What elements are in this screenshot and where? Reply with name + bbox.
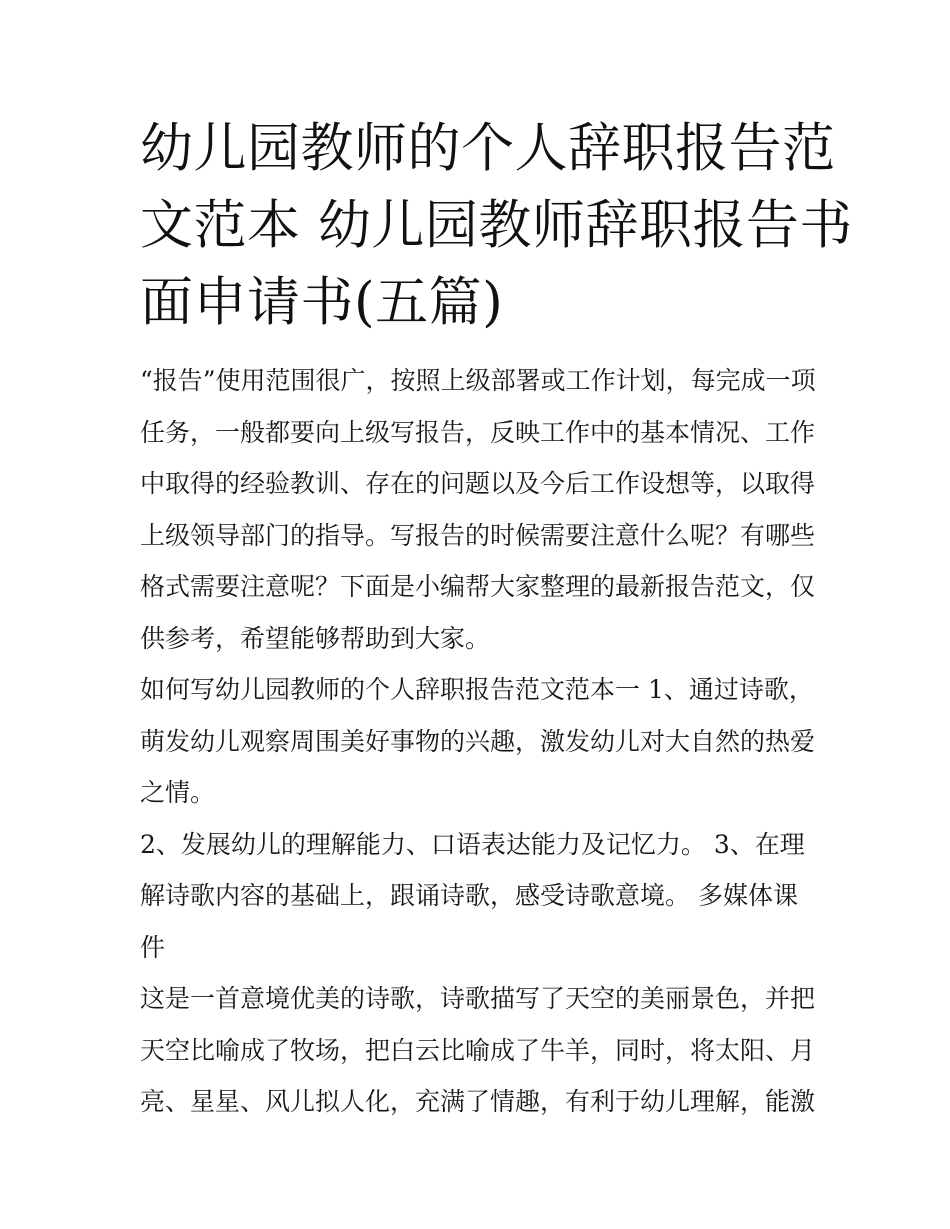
document-body: [140, 355, 820, 1128]
text-line: 之情。: [140, 778, 216, 807]
document-page: [140, 110, 853, 1128]
poem-analysis-paragraph: [140, 973, 820, 1128]
section-one-paragraph: [140, 664, 820, 819]
text-line: 任务，一般都要向上级写报告，反映工作中的基本情况、工作: [140, 417, 816, 447]
text-line: 如何写幼儿园教师的个人辞职报告范文范本一 1、通过诗歌，: [140, 675, 814, 704]
text-line: 萌发幼儿观察周围美好事物的兴趣，激发幼儿对大自然的热爱: [140, 726, 816, 756]
intro-paragraph: [140, 355, 820, 664]
document-title: [140, 110, 853, 341]
goals-paragraph: [140, 819, 820, 974]
text-line: 这是一首意境优美的诗歌，诗歌描写了天空的美丽景色，并把: [140, 984, 816, 1013]
text-line: 亮、星星、风儿拟人化，充满了情趣，有利于幼儿理解，能激: [140, 1087, 816, 1116]
text-line: 供参考，希望能够帮助到大家。: [140, 623, 491, 653]
title-line: 面申请书(五篇): [140, 272, 504, 333]
text-line: 格式需要注意呢？下面是小编帮大家整理的最新报告范文，仅: [140, 572, 816, 601]
text-line: “报告”使用范围很广，按照上级部署或工作计划，每完成一项: [140, 366, 816, 395]
title-line: 文范本 幼儿园教师辞职报告书: [140, 195, 853, 256]
text-line: 件: [140, 932, 166, 962]
text-line: 中取得的经验教训、存在的问题以及今后工作设想等，以取得: [140, 469, 816, 498]
title-line: 幼儿园教师的个人辞职报告范: [140, 118, 836, 179]
text-line: 2、发展幼儿的理解能力、口语表达能力及记忆力。 3、在理: [140, 829, 805, 859]
text-line: 天空比喻成了牧场，把白云比喻成了牛羊，同时，将太阳、月: [140, 1035, 816, 1065]
text-line: 解诗歌内容的基础上，跟诵诗歌，感受诗歌意境。 多媒体课: [140, 881, 798, 910]
text-line: 上级领导部门的指导。写报告的时候需要注意什么呢？有哪些: [140, 520, 816, 550]
